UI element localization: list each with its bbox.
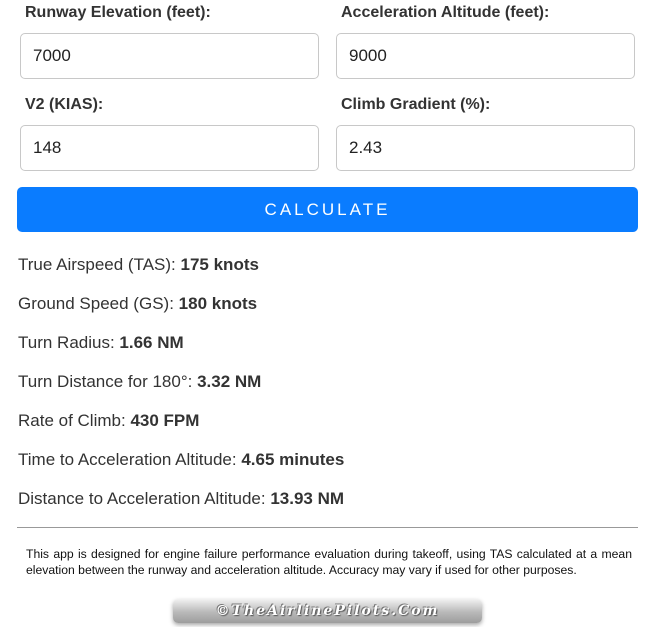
brand-text: ©TheAirlinePilots.Com [215,603,440,619]
brand-link[interactable] [173,599,482,623]
result-label: Distance to Acceleration Altitude: [18,489,266,508]
result-value: 430 FPM [130,411,200,430]
result-value: 180 knots [178,294,258,313]
result-turn-distance [18,372,638,411]
acceleration-altitude-input[interactable] [336,33,635,79]
climb-gradient-label: Climb Gradient (%): [341,96,491,113]
result-value: 4.65 minutes [241,450,345,469]
climb-gradient-input[interactable] [336,125,635,171]
v2-label: V2 (KIAS): [25,96,104,113]
results-list [18,255,638,528]
result-tas [18,255,638,294]
result-ground-speed [18,294,638,333]
runway-elevation-input[interactable] [20,33,319,79]
result-label: Ground Speed (GS): [18,294,174,313]
divider [17,527,638,528]
result-value: 3.32 NM [197,372,262,391]
result-turn-radius [18,333,638,372]
result-rate-of-climb [18,411,638,450]
result-label: Turn Distance for 180°: [18,372,193,391]
result-label: True Airspeed (TAS): [18,255,176,274]
result-time-to-acceleration [18,450,638,489]
result-value: 175 knots [180,255,259,274]
disclaimer-text: This app is designed for engine failure performance evaluation during takeoff, using TAS calculated at a mean elevation between the runway and acceleration altitude. Accuracy may vary if used for other purposes. [26,547,632,577]
result-label: Time to Acceleration Altitude: [18,450,237,469]
v2-input[interactable] [20,125,319,171]
result-label: Turn Radius: [18,333,115,352]
acceleration-altitude-label: Acceleration Altitude (feet): [341,4,550,21]
result-value: 13.93 NM [270,489,345,508]
calculate-button[interactable]: CALCULATE [17,187,638,232]
runway-elevation-label: Runway Elevation (feet): [25,4,211,21]
result-value: 1.66 NM [119,333,184,352]
result-distance-to-acceleration [18,489,638,528]
result-label: Rate of Climb: [18,411,126,430]
